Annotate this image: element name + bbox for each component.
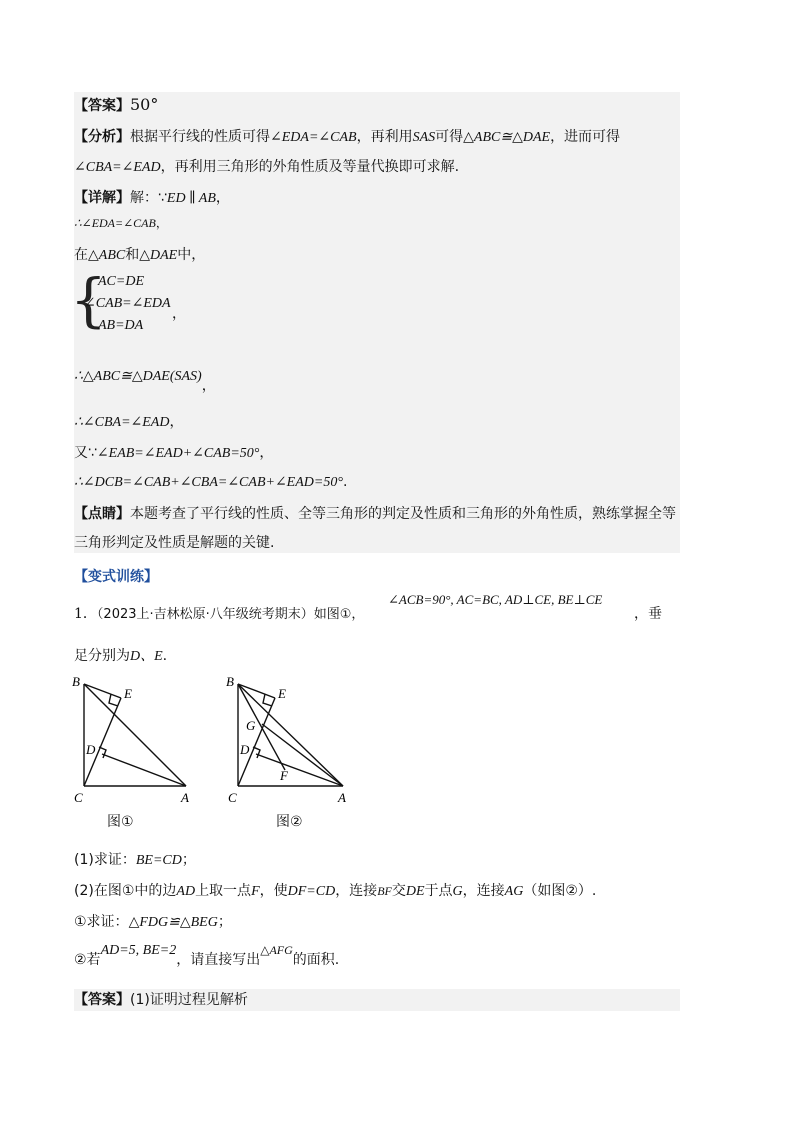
question-text: ，使 bbox=[259, 883, 288, 899]
fig2-label-D: D bbox=[240, 742, 250, 757]
math-expr: ED ∥ AB bbox=[166, 191, 216, 206]
comment-label: 【点睛】 bbox=[74, 506, 130, 522]
question-text: （如图②）. bbox=[523, 883, 597, 899]
fig1-label-B: B bbox=[72, 674, 80, 689]
question-text: 的面积. bbox=[292, 952, 340, 968]
question-text: ，连接 bbox=[335, 883, 378, 899]
fig2-label-F: F bbox=[280, 768, 288, 783]
problem-text: . bbox=[162, 648, 168, 664]
math-expr: △ABC bbox=[88, 248, 126, 263]
problem-source: （2023上·吉林松原·八年级统考期末）如图①， bbox=[96, 607, 365, 622]
figure-2-caption: 图② bbox=[276, 814, 303, 830]
detail-text: ， bbox=[201, 378, 216, 394]
detail-label: 【详解】 bbox=[74, 190, 130, 206]
detail-text: 和 bbox=[125, 247, 140, 263]
answer-value: 50° bbox=[130, 95, 159, 114]
math-expr: D、E bbox=[130, 649, 163, 664]
detail-text: 又∵ bbox=[74, 445, 97, 461]
detail-text: 解：∵ bbox=[130, 190, 167, 206]
problem-number: 1． bbox=[74, 606, 97, 622]
question-text: (2)在图①中的边 bbox=[74, 883, 177, 899]
math-expr: BE=CD bbox=[135, 853, 182, 868]
answer-label: 【答案】 bbox=[74, 98, 130, 114]
analysis-text: 根据平行线的性质可得 bbox=[130, 129, 270, 145]
math-expr: ∴△ABC≅△DAE(SAS) bbox=[74, 369, 202, 384]
brace-symbol: { bbox=[70, 266, 107, 334]
math-expr: ∴∠DCB=∠CAB+∠CBA=∠CAB+∠EAD=50° bbox=[74, 475, 343, 490]
math-expr: AG bbox=[504, 884, 524, 899]
system-end: ， bbox=[172, 306, 186, 322]
variant-title: 【变式训练】 bbox=[74, 569, 158, 585]
answer-line bbox=[74, 95, 158, 116]
question-text: ； bbox=[217, 914, 232, 930]
comment-line-1 bbox=[74, 504, 676, 524]
question-text: 于点 bbox=[424, 883, 453, 899]
detail-line-2 bbox=[74, 213, 168, 233]
answer-2-line bbox=[74, 990, 248, 1010]
detail-line-5 bbox=[74, 366, 216, 394]
fig2-label-C: C bbox=[228, 790, 237, 805]
problem-text: 足分别为 bbox=[74, 648, 130, 664]
analysis-text: ，进而可得 bbox=[550, 129, 621, 145]
fig1-label-A: A bbox=[181, 790, 189, 805]
problem-condition: ∠ACB=90°, AC=BC, AD⊥CE, BE⊥CE bbox=[388, 592, 603, 607]
problem-line-2 bbox=[74, 646, 167, 667]
question-2 bbox=[74, 881, 596, 902]
figure-2 bbox=[218, 670, 358, 810]
analysis-line-1 bbox=[74, 127, 620, 148]
fig1-label-E: E bbox=[124, 686, 132, 701]
fig2-label-E: E bbox=[278, 686, 286, 701]
math-expr: △ABC≅△DAE bbox=[463, 130, 551, 145]
math-expr: △AFG bbox=[260, 943, 293, 957]
detail-text: 中， bbox=[177, 247, 206, 263]
math-expr: SAS bbox=[412, 130, 436, 145]
question-text: ； bbox=[181, 852, 196, 868]
figure-1-caption: 图① bbox=[107, 814, 134, 830]
detail-text: 在 bbox=[74, 247, 88, 263]
detail-text: ， bbox=[155, 216, 168, 230]
analysis-label: 【分析】 bbox=[74, 129, 130, 145]
math-expr: △DAE bbox=[139, 248, 178, 263]
comment-text: 本题考查了平行线的性质、全等三角形的判定及性质和三角形的外角性质，熟练掌握全等 bbox=[130, 506, 676, 522]
fig1-label-C: C bbox=[74, 790, 83, 805]
question-text: 上取一点 bbox=[195, 883, 252, 899]
detail-line-3 bbox=[74, 245, 205, 266]
fig2-label-B: B bbox=[226, 674, 234, 689]
detail-text: . bbox=[342, 474, 348, 490]
equation-3: AB=DA bbox=[98, 318, 144, 333]
answer-2-label: 【答案】 bbox=[74, 992, 130, 1008]
question-2-i bbox=[74, 912, 232, 933]
detail-text: ， bbox=[259, 445, 274, 461]
math-expr: F bbox=[251, 884, 260, 899]
answer-2-value: (1)证明过程见解析 bbox=[130, 992, 248, 1008]
question-text: ，请直接写出 bbox=[176, 952, 261, 968]
analysis-line-2 bbox=[74, 157, 459, 178]
detail-line-8 bbox=[74, 472, 347, 493]
problem-cont: ，垂 bbox=[634, 606, 662, 622]
detail-line-7 bbox=[74, 443, 273, 464]
question-text: ，连接 bbox=[462, 883, 505, 899]
fig1-label-D: D bbox=[86, 742, 96, 757]
problem-line-1 bbox=[74, 604, 364, 625]
math-expr: G bbox=[452, 884, 463, 899]
question-text: (1)求证： bbox=[74, 852, 136, 868]
math-expr: ∠CBA=∠EAD bbox=[74, 160, 161, 175]
question-1 bbox=[74, 850, 196, 871]
math-expr: ∴∠EDA=∠CAB bbox=[74, 216, 156, 230]
equation-1: AC=DE bbox=[98, 274, 144, 289]
math-expr: ∴∠CBA=∠EAD bbox=[74, 415, 170, 430]
analysis-text: ，再利用 bbox=[356, 129, 413, 145]
detail-line-1 bbox=[74, 188, 230, 209]
math-expr: △FDG≌△BEG bbox=[128, 915, 218, 930]
math-expr: BF bbox=[377, 884, 392, 898]
analysis-text: 可得 bbox=[435, 129, 464, 145]
math-expr: ∠EAB=∠EAD+∠CAB=50° bbox=[96, 446, 260, 461]
math-expr: AD=5, BE=2 bbox=[100, 943, 177, 958]
math-expr: DE bbox=[405, 884, 425, 899]
question-text: ②若 bbox=[74, 952, 101, 968]
question-text: 交 bbox=[391, 883, 406, 899]
math-expr: ∠EDA=∠CAB bbox=[270, 130, 357, 145]
figure-1 bbox=[64, 670, 204, 810]
analysis-text: ，再利用三角形的外角性质及等量代换即可求解. bbox=[160, 159, 460, 175]
math-expr: AD bbox=[176, 884, 196, 899]
detail-text: ， bbox=[169, 414, 184, 430]
equation-2: ∠CAB=∠EDA bbox=[84, 296, 171, 311]
fig2-label-A: A bbox=[338, 790, 346, 805]
comment-line-2: 三角形判定及性质是解题的关键. bbox=[74, 535, 275, 551]
detail-text: ， bbox=[215, 190, 230, 206]
question-text: ①求证： bbox=[74, 914, 129, 930]
fig2-label-G: G bbox=[246, 718, 256, 733]
question-2-ii bbox=[74, 943, 340, 971]
equation-system bbox=[84, 271, 171, 337]
math-expr: DF=CD bbox=[287, 884, 336, 899]
detail-line-6 bbox=[74, 412, 183, 433]
